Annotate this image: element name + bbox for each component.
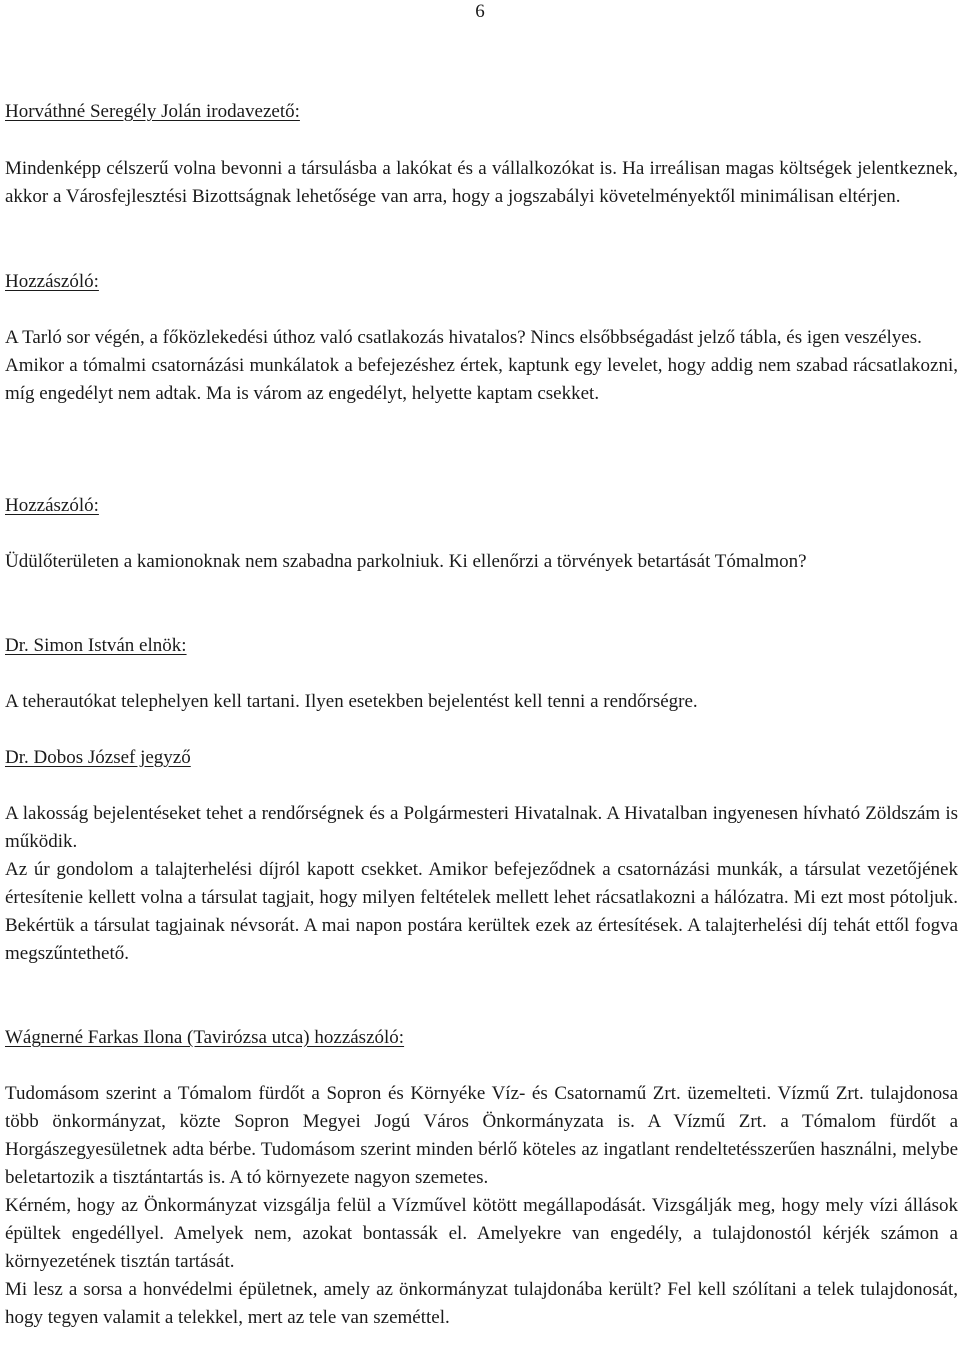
speaker-name: Wágnerné Farkas Ilona (Tavirózsa utca) hozzászóló: xyxy=(5,1027,405,1048)
speaker-heading xyxy=(5,98,958,126)
paragraph: Amikor a tómalmi csatornázási munkálatok a befejezéshez értek, kaptunk egy levelet, hogy addig nem szabad rácsatlakozni, míg engedélyt nem adtak. Ma is várom az engedélyt, helyette kaptam csekket. xyxy=(5,355,958,404)
speaker-name: Hozzászóló: xyxy=(5,495,99,516)
speaker-heading xyxy=(5,492,958,520)
page-number: 6 xyxy=(475,1,485,22)
paragraph: Üdülőterületen a kamionoknak nem szabadna parkolniuk. Ki ellenőrzi a törvények betartását Tómalmon? xyxy=(5,551,807,572)
speaker-heading xyxy=(5,744,958,772)
speaker-name: Horváthné Seregély Jolán irodavezető: xyxy=(5,101,300,122)
speaker-heading xyxy=(5,1024,958,1052)
speaker-name: Dr. Simon István elnök: xyxy=(5,635,187,656)
speaker-name: Dr. Dobos József jegyző xyxy=(5,747,191,768)
speaker-name: Hozzászóló: xyxy=(5,271,99,292)
paragraph: Az úr gondolom a talajterhelési díjról kapott csekket. Amikor befejeződnek a csatornázási munkák, a társulat vezetőjének értesítenie kellett volna a társulat tagjait, hogy milyen feltételek mellett lehet rácsatlakozni a hálózatra. Mi ezt most pótoljuk. Bekértük a társulat tagjainak névsorát. A mai napon postára kerültek ezek az értesítések. A talajterhelési díj tehát ettől fogva megszűntethető. xyxy=(5,859,958,964)
paragraph: Tudomásom szerint a Tómalom fürdőt a Sopron és Környéke Víz- és Csatornamű Zrt. üzemelteti. Vízmű Zrt. tulajdonosa több önkormányzat, közte Sopron Megyei Jogú Város Önkormányzata is. A Vízmű Zrt. a Tómalom fürdőt a Horgászegyesületnek adta bérbe. Tudomásom szerint minden bérlő köteles az ingatlant rendeltetésszerűen használni, melybe beletartozik a tisztántartás is. A tó környezete nagyon szemetes. xyxy=(5,1083,958,1188)
paragraph: A teherautókat telephelyen kell tartani. Ilyen esetekben bejelentést kell tenni a rendőrségre. xyxy=(5,691,698,712)
section-body xyxy=(5,1080,958,1332)
section-body xyxy=(5,688,958,716)
paragraph: Mindenképp célszerű volna bevonni a társulásba a lakókat és a vállalkozókat is. Ha irreálisan magas költségek jelentkeznek, akkor a Városfejlesztési Bizottságnak lehetősége van arra, hogy a jogszabályi követelményektől minimálisan eltérjen. xyxy=(5,158,958,207)
paragraph: A Tarló sor végén, a főközlekedési úthoz való csatlakozás hivatalos? Nincs elsőbbségadást jelző tábla, és igen veszélyes. xyxy=(5,327,922,348)
section-body xyxy=(5,155,958,211)
paragraph: Mi lesz a sorsa a honvédelmi épületnek, amely az önkormányzat tulajdonába került? Fel kell szólítani a telek tulajdonosát, hogy tegyen valamit a telekkel, mert az tele van szeméttel. xyxy=(5,1279,958,1328)
paragraph: Kérném, hogy az Önkormányzat vizsgálja felül a Vízművel kötött megállapodását. Vizsgálják meg, hogy mely vízi állások épültek engedéllyel. Amelyek nem, azokat bontassák el. Amelyekre van engedély, a tulajdonostól kérjék számon a környezetének tisztán tartását. xyxy=(5,1195,958,1272)
speaker-heading xyxy=(5,632,958,660)
section-body xyxy=(5,324,958,408)
section-body xyxy=(5,548,958,576)
paragraph: A lakosság bejelentéseket tehet a rendőrségnek és a Polgármesteri Hivatalnak. A Hivatalban ingyenesen hívható Zöldszám is működik. xyxy=(5,803,958,852)
speaker-heading xyxy=(5,268,958,296)
section-body xyxy=(5,800,958,968)
